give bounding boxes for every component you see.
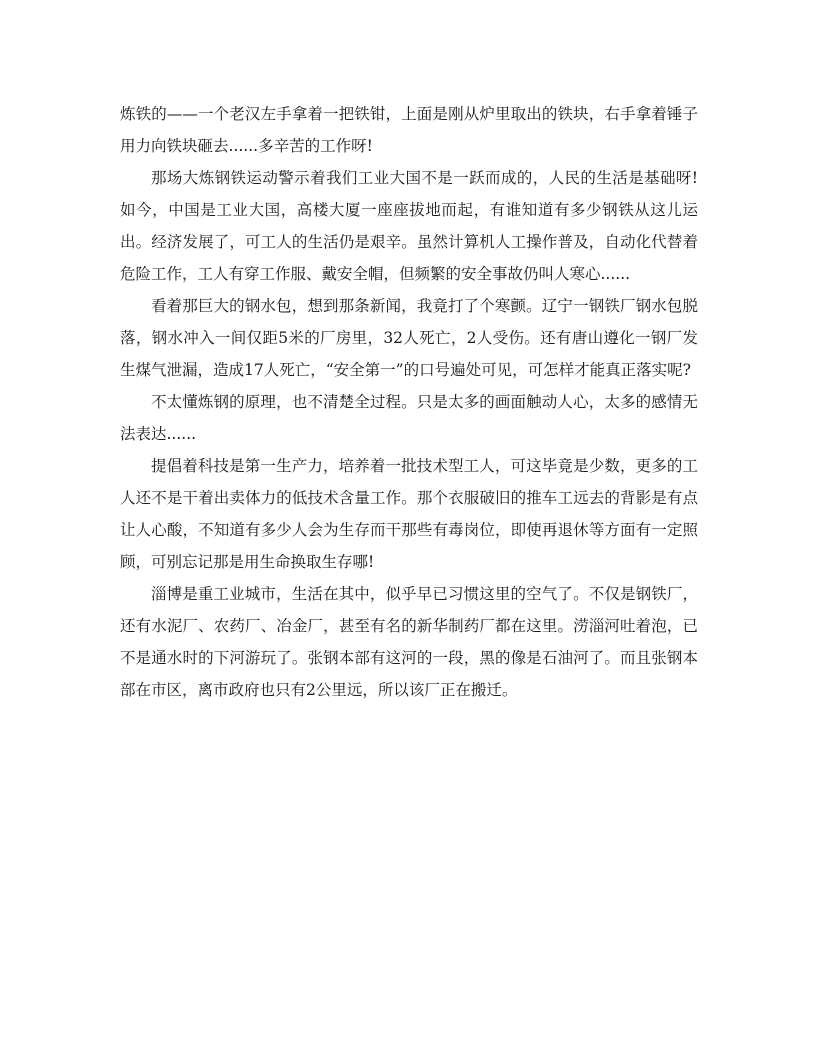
- paragraph-4: 不太懂炼钢的原理，也不清楚全过程。只是太多的画面触动人心，太多的感情无法表达......: [120, 393, 698, 443]
- paragraph-1: 炼铁的——一个老汉左手拿着一把铁钳，上面是刚从炉里取出的铁块，右手拿着锤子用力向铁块砸去......多辛苦的工作呀!: [120, 105, 698, 155]
- paragraph-2: 那场大炼钢铁运动警示着我们工业大国不是一跃而成的，人民的生活是基础呀!如今，中国是工业大国，高楼大厦一座座拔地而起，有谁知道有多少钢铁从这儿运出。经济发展了，可工人的生活仍是艰辛。虽然计算机人工操作普及，自动化代替着危险工作，工人有穿工作服、戴安全帽，但频繁的安全事故仍叫人寒心......: [120, 169, 698, 283]
- paragraph-5: 提倡着科技是第一生产力，培养着一批技术型工人，可这毕竟是少数，更多的工人还不是干着出卖体力的低技术含量工作。那个衣服破旧的推车工远去的背影是有点让人心酸，不知道有多少人会为生存而干那些有毒岗位，即使再退休等方面有一定照顾，可别忘记那是用生命换取生存哪!: [120, 457, 698, 571]
- paragraph-3: 看着那巨大的钢水包，想到那条新闻，我竟打了个寒颤。辽宁一钢铁厂钢水包脱落，钢水冲入一间仅距5米的厂房里，32人死亡，2人受伤。还有唐山遵化一钢厂发生煤气泄漏，造成17人死亡，“安全第一”的口号遍处可见，可怎样才能真正落实呢?: [120, 297, 698, 379]
- paragraph-6: 淄博是重工业城市，生活在其中，似乎早已习惯这里的空气了。不仅是钢铁厂，还有水泥厂、农药厂、冶金厂，甚至有名的新华制药厂都在这里。涝淄河吐着泡，已不是通水时的下河游玩了。张钢本部有这河的一段，黑的像是石油河了。而且张钢本部在市区，离市政府也只有2公里远，所以该厂正在搬迁。: [120, 585, 698, 699]
- document-body: [120, 98, 698, 706]
